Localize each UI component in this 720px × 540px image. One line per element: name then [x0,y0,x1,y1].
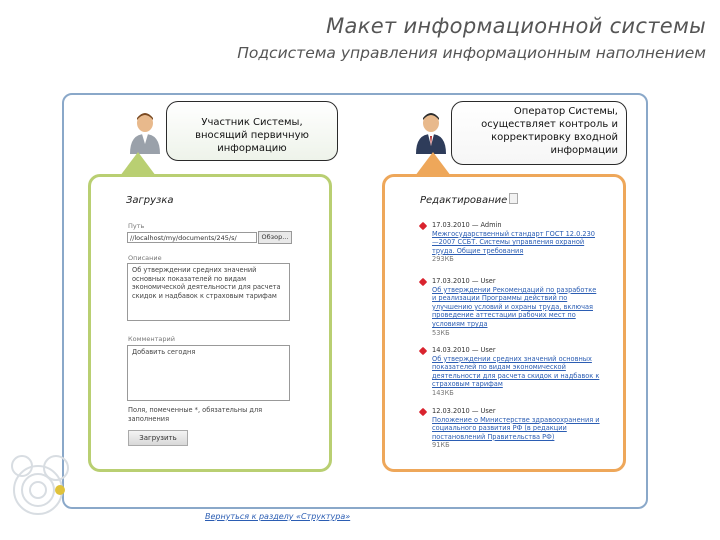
page-title: Макет информационной системы [326,14,706,38]
participant-avatar-icon [128,110,162,154]
path-label: Путь [128,222,145,230]
bullet-icon [419,222,427,230]
entry-meta: 14.03.2010 — User [432,346,496,354]
document-entry [420,277,600,337]
upload-pointer [120,152,156,176]
entry-size: 293КБ [432,255,454,264]
edit-panel-title: Редактирование [420,195,508,206]
entry-link[interactable]: Положение о Министерстве здравоохранения и социального развития РФ (в редакции постановлений Правительства РФ) [432,415,600,441]
bullet-icon [419,278,427,286]
entry-link[interactable]: Об утверждении Рекомендаций по разработке и реализации Программы действий по улучшению условий и охраны труда, включая проведение аттестации рабочих мест по условиям труда [432,285,597,328]
entry-size: 53КБ [432,328,450,337]
participant-callout: Участник Системы, вносящий первичную информацию [166,101,338,161]
comment-field[interactable]: Добавить сегодня [127,345,290,401]
document-entry [420,346,600,398]
bullet-icon [419,408,427,416]
entry-link[interactable]: Об утверждении средних значений основных показателей по видам экономической деятельности для расчета скидок и надбавок к страховым тарифам [432,354,600,389]
page-subtitle: Подсистема управления информационным наполнением [237,44,706,62]
operator-callout: Оператор Системы, осуществляет контроль и корректировку входной информации [451,101,627,165]
document-entry [420,221,600,264]
document-icon[interactable] [509,193,518,204]
entry-link[interactable]: Межгосударственный стандарт ГОСТ 12.0.230—2007 ССБТ. Системы управления охраной труда. Общие требования [432,229,595,255]
browse-button[interactable]: Обзор... [258,231,292,244]
entry-meta: 17.03.2010 — User [432,277,496,285]
edit-pointer [415,152,451,176]
operator-avatar-icon [414,110,448,154]
bullet-icon [419,347,427,355]
entry-meta: 12.03.2010 — User [432,407,496,415]
decorative-swirl-icon [8,418,78,518]
comment-label: Комментарий [128,335,175,343]
description-label: Описание [128,254,162,262]
entry-meta: 17.03.2010 — Admin [432,221,502,229]
upload-panel [88,174,332,472]
entry-size: 143КБ [432,388,454,397]
document-entry [420,407,600,450]
required-fields-note: Поля, помеченные *, обязательны для заполнения [128,406,263,423]
entry-size: 91КБ [432,441,450,450]
back-to-structure-link[interactable]: Вернуться к разделу «Структура» [205,512,351,521]
upload-panel-title: Загрузка [126,195,174,206]
path-input[interactable]: //localhost/my/documents/245/s/ [127,232,257,243]
description-field[interactable]: Об утверждении средних значений основных показателей по видам экономической деятельности для расчета скидок и надбавок к страховым тарифам [127,263,290,321]
upload-button[interactable]: Загрузить [128,430,188,446]
